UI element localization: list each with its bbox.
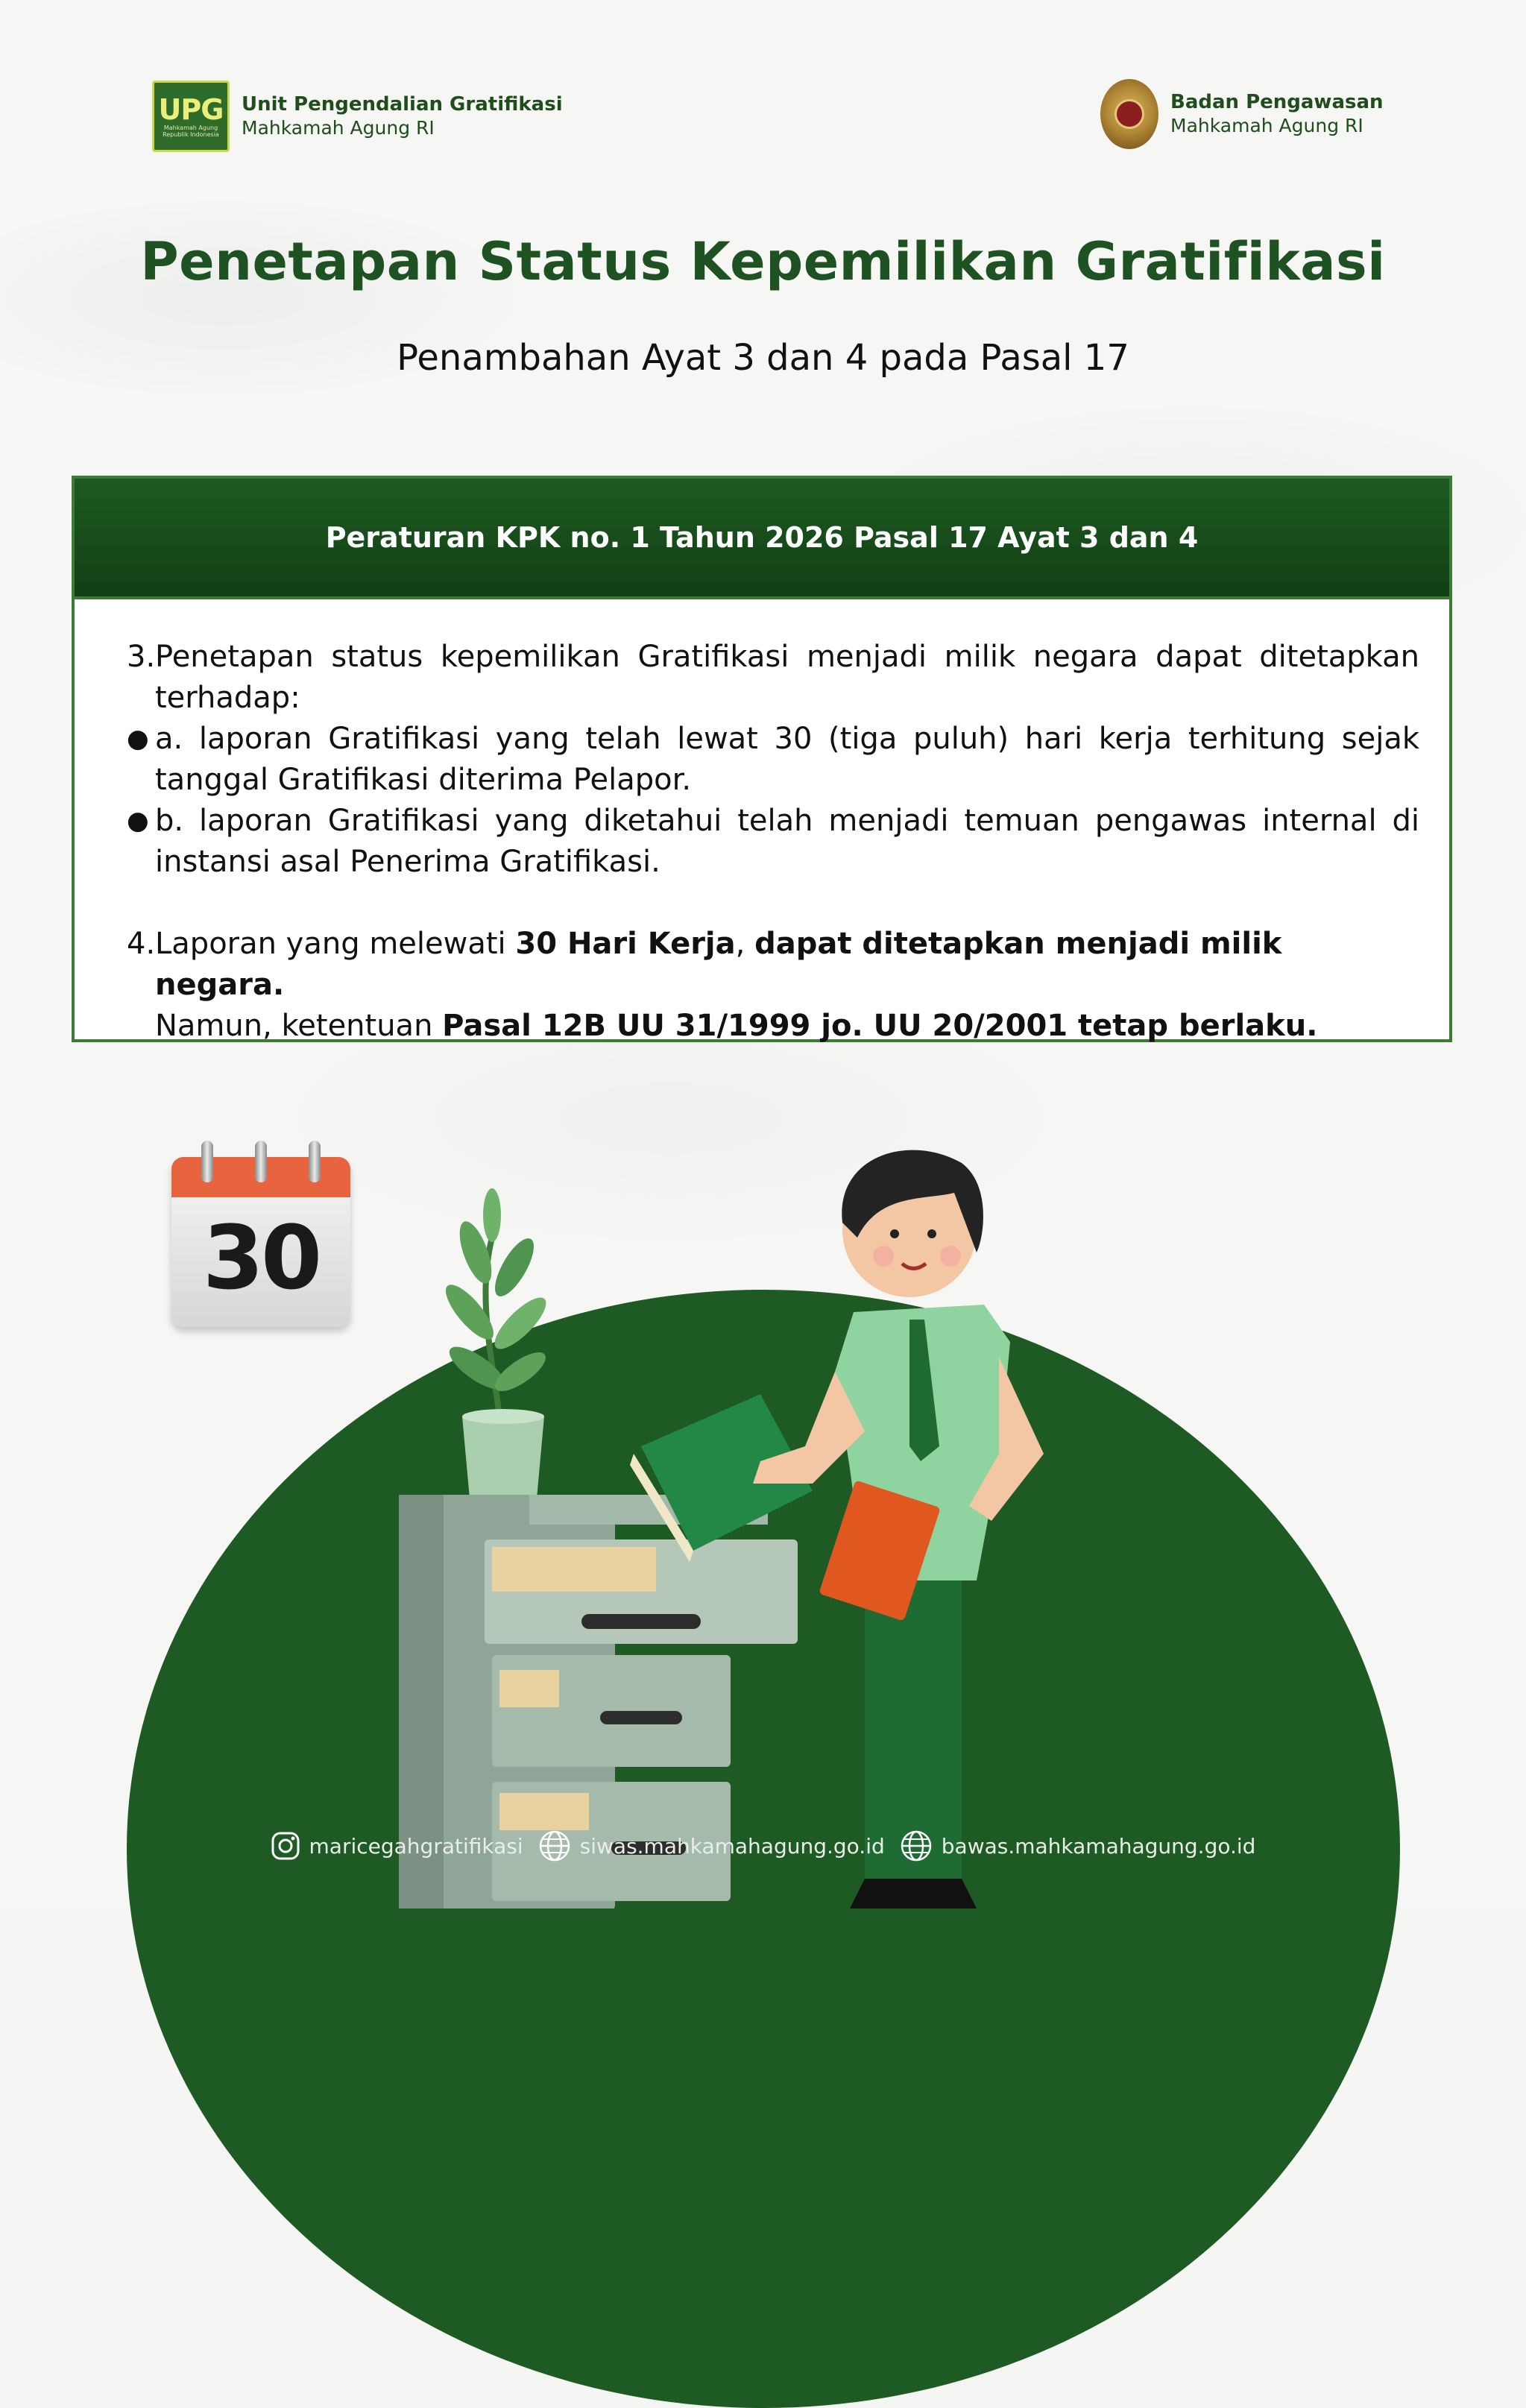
item-4-bold1: 30 Hari Kerja [515, 927, 736, 961]
seal-icon [1100, 79, 1158, 149]
calendar-day: 30 [202, 1206, 320, 1309]
upg-badge [152, 81, 230, 152]
siwas-url: siwas.mahkamahagung.go.id [579, 1833, 885, 1859]
item-3-text: Penetapan status kepemilikan Gratifikasi menjadi milik negara dapat ditetapkan terhadap: [155, 640, 1419, 715]
bawas-logo [1100, 79, 1384, 149]
item-4-bold3: Pasal 12B UU 31/1999 jo. UU 20/2001 tetap berlaku. [442, 1009, 1318, 1043]
bullet-icon: ● [127, 806, 149, 836]
globe-icon [900, 1829, 933, 1862]
bullet-a-text: a. laporan Gratifikasi yang telah lewat 30 (tiga puluh) hari kerja terhitung sejak tanggal Gratifikasi diterima Pelapor. [155, 722, 1419, 797]
bullet-b-text: b. laporan Gratifikasi yang diketahui telah menjadi temuan pengawas internal di instansi asal Penerima Gratifikasi. [155, 804, 1419, 879]
upg-mark-sub: Mahkamah Agung Republik Indonesia [163, 125, 219, 138]
item-4-text [155, 924, 1419, 1047]
bullet-a [127, 719, 1419, 801]
item-3 [127, 637, 1419, 719]
upg-logo [152, 81, 563, 152]
footer [0, 1829, 1526, 1862]
upg-mark: UPG [158, 93, 224, 126]
instagram-link[interactable] [271, 1831, 523, 1861]
page-title: Penetapan Status Kepemilikan Gratifikasi [140, 231, 1386, 292]
instagram-handle: maricegahgratifikasi [309, 1833, 523, 1859]
plant-icon [438, 1188, 553, 1498]
item-4-bold2: dapat ditetapkan menjadi milik negara. [155, 927, 1282, 1002]
bawas-url: bawas.mahkamahagung.go.id [941, 1833, 1256, 1859]
globe-icon [538, 1829, 571, 1862]
item-4 [127, 924, 1419, 1047]
card-body [75, 599, 1449, 1047]
item-4-part3: Namun, ketentuan [155, 1009, 443, 1043]
bawas-link[interactable] [900, 1829, 1256, 1862]
item-3-number: 3. [127, 640, 156, 674]
siwas-link[interactable] [538, 1829, 885, 1862]
item-4-part2: , [735, 927, 755, 961]
bawas-name: Badan Pengawasan [1170, 91, 1384, 113]
calendar-icon [171, 1141, 350, 1327]
regulation-card [72, 476, 1452, 1042]
person-figure [753, 1150, 1044, 1909]
item-4-number: 4. [127, 927, 156, 961]
item-4-part1: Laporan yang melewati [155, 927, 516, 961]
instagram-icon [271, 1831, 300, 1861]
bullet-icon: ● [127, 724, 149, 754]
upg-org: Mahkamah Agung RI [242, 117, 435, 139]
upg-name: Unit Pengendalian Gratifikasi [242, 93, 563, 116]
person-filing-illustration [388, 1133, 1103, 1909]
bawas-org: Mahkamah Agung RI [1170, 115, 1363, 136]
page-subtitle: Penambahan Ayat 3 dan 4 pada Pasal 17 [397, 337, 1129, 379]
bullet-b [127, 801, 1419, 883]
card-heading: Peraturan KPK no. 1 Tahun 2026 Pasal 17 Ayat 3 dan 4 [75, 479, 1449, 599]
